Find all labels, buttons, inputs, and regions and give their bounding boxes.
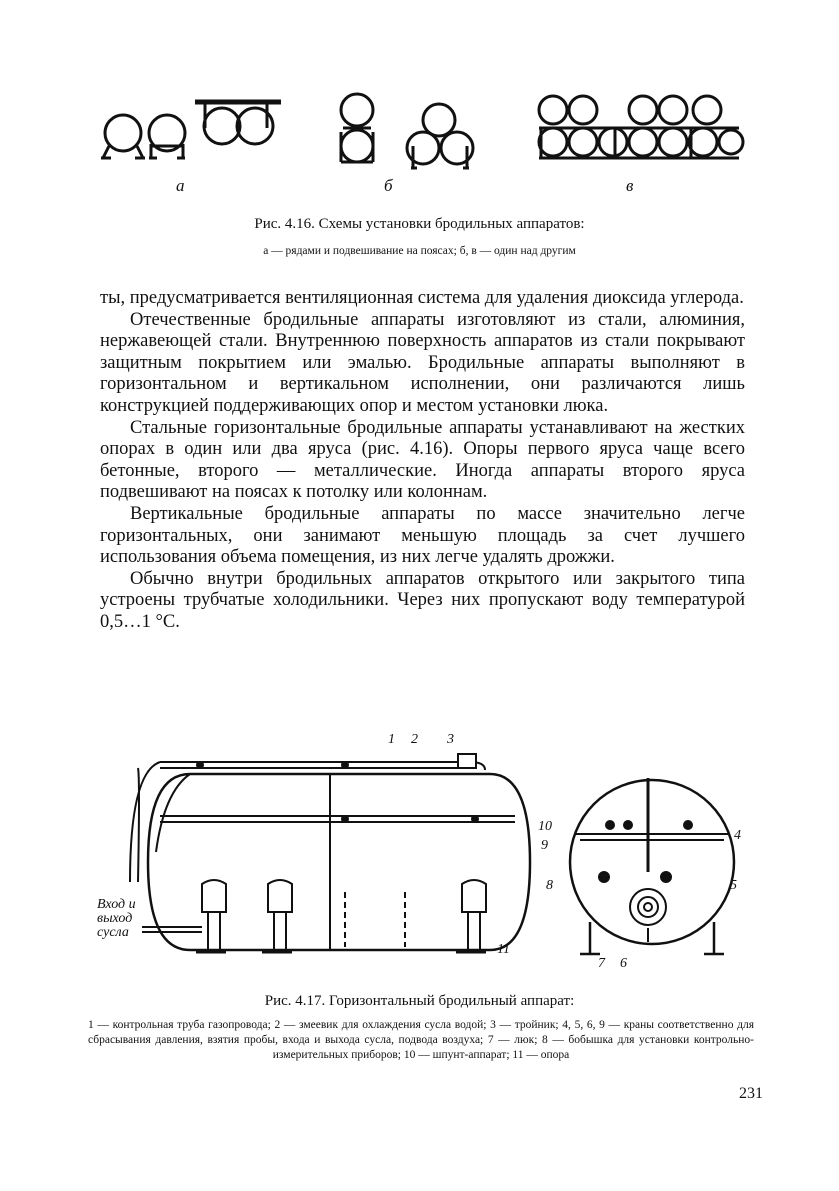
sublabel-v: в [626, 176, 634, 195]
wort-inout-label [97, 898, 136, 940]
callout-6: 6 [620, 956, 627, 971]
figure-4-17-legend: 1 — контрольная труба газопровода; 2 — змеевик для охлаждения сусла водой; 3 — тройник; 4, 5, 6, 9 — краны соответственно для сбрасывания давления, взятия пробы, входа и выхода сусла, подвода воздуха; 7 — люк; 8 — бобышка для установки контрольно-измерительных приборов; 10 — шпунт-аппарат; 11 — опора [88, 1019, 754, 1061]
paragraph-5: Обычно внутри бродильных аппаратов открытого или закрытого типа устроены трубчатые холодильники. Через них пропускают воду температурой 0,5…1 °С. [100, 568, 745, 632]
paragraph-3: Стальные горизонтальные бродильные аппараты устанавливают на жестких опорах в один или два яруса (рис. 4.16). Опоры первого яруса чаще всего бетонные, второго — металлические. Иногда аппараты второго яруса подвешивают на поясах к потолку или колоннам. [100, 417, 745, 503]
group-a-tanks [101, 102, 281, 158]
figure-4-16-diagram [95, 88, 745, 203]
callout-10: 10 [538, 819, 552, 834]
sublabel-a: а [176, 176, 185, 195]
figure-4-16-caption: Рис. 4.16. Схемы установки бродильных аппаратов: [254, 216, 585, 232]
paragraph-1: ты, предусматривается вентиляционная система для удаления диоксида углерода. [100, 288, 744, 308]
page-number: 231 [739, 1085, 763, 1102]
figure-4-16-legend: а — рядами и подвешивание на поясах; б, в — один над другим [263, 245, 576, 257]
callout-8: 8 [546, 878, 553, 893]
callout-4: 4 [734, 828, 741, 843]
callout-3: 3 [447, 732, 454, 747]
paragraph-4: Вертикальные бродильные аппараты по массе значительно легче горизонтальных, они занимают меньшую площадь за счет лучшего использования объема помещения, из них легче удалять дрожжи. [100, 503, 745, 568]
wort-label-line-3: сусла [97, 925, 129, 940]
sublabel-b: б [384, 176, 393, 195]
callout-11: 11 [497, 942, 510, 957]
group-v-tanks [539, 96, 743, 158]
figure-4-17-diagram [90, 732, 750, 982]
wort-label-line-1: Вход и [97, 897, 136, 912]
callout-1: 1 [388, 732, 395, 747]
callout-9: 9 [541, 838, 548, 853]
callout-7: 7 [598, 956, 605, 971]
group-b-tanks [341, 94, 473, 168]
tank-end-view [570, 778, 734, 954]
body-text [100, 288, 745, 634]
horizontal-tank [130, 754, 530, 952]
figure-4-17-caption: Рис. 4.17. Горизонтальный бродильный аппарат: [264, 993, 575, 1009]
wort-label-line-2: выход [97, 911, 133, 926]
paragraph-2: Отечественные бродильные аппараты изготовляют из стали, алюминия, нержавеющей стали. Внутреннюю поверхность аппаратов из стали покрывают защитным покрытием или эмалью. Бродильные аппараты выполняют в горизонтальном и вертикальном исполнении, они различаются лишь конструкцией поддерживающих опор и местом установки люка. [100, 309, 745, 416]
callout-5: 5 [730, 878, 737, 893]
callout-2: 2 [411, 732, 418, 747]
